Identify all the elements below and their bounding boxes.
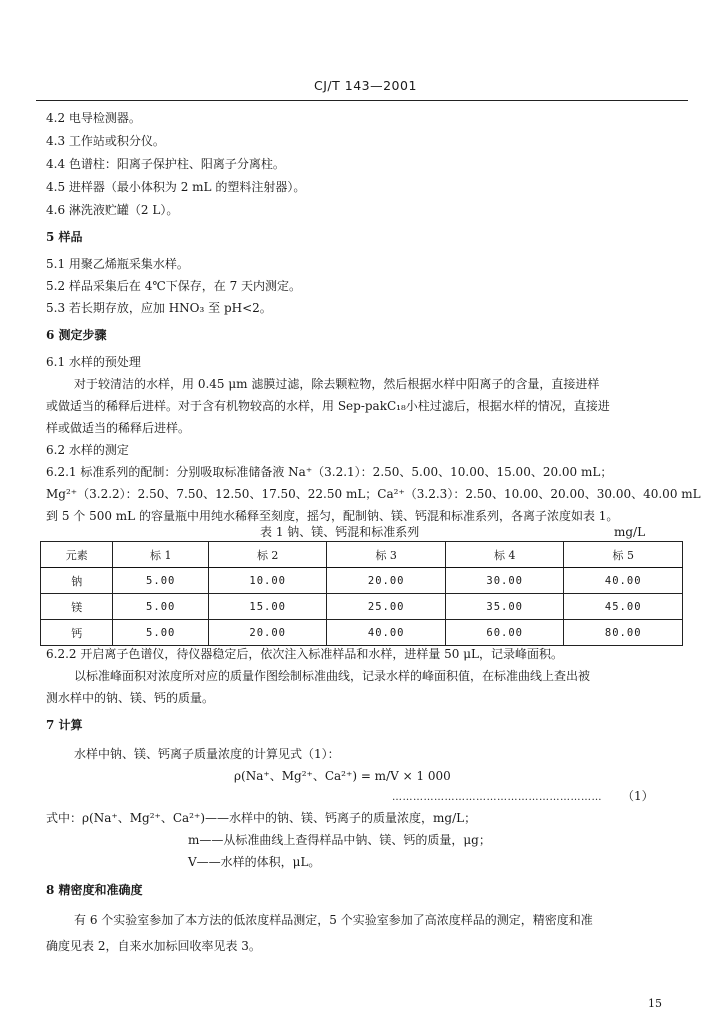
section-7-heading: 7 计算 — [46, 718, 83, 732]
formula: ρ(Na⁺、Mg²⁺、Ca²⁺) = m/V × 1 000 — [234, 769, 451, 783]
table-cell: 20.00 — [208, 620, 327, 646]
paragraph-6-1-line3: 样或做适当的稀释后进样。 — [46, 421, 191, 435]
table-cell: 10.00 — [208, 568, 327, 594]
paragraph-6-2-2-line1: 6.2.2 开启离子色谱仪，待仪器稳定后，依次注入标准样品和水样，进样量 50 μL，记录峰面积。 — [46, 647, 564, 661]
section-8-heading: 8 精密度和准确度 — [46, 883, 143, 897]
paragraph-8-line2: 确度见表 2，自来水加标回收率见表 3。 — [46, 939, 261, 953]
header-cell: 标 4 — [445, 542, 564, 568]
paragraph-6-2-1-line2: Mg²⁺（3.2.2）：2.50、7.50、12.50、17.50、22.50 mL；Ca²⁺（3.2.3）：2.50、10.00、20.00、30.00、40.00 mL — [46, 487, 701, 501]
section-6-2-title: 6.2 水样的测定 — [46, 443, 129, 457]
table-cell: 5.00 — [113, 594, 208, 620]
equation-leader-dots: …………………………………………………… — [392, 792, 602, 803]
table-cell: 25.00 — [327, 594, 446, 620]
table-1-unit: mg/L — [614, 525, 646, 539]
table-row — [41, 594, 683, 620]
table-cell: 镁 — [41, 594, 113, 620]
section-6-heading: 6 测定步骤 — [46, 328, 107, 342]
paragraph-8-line1: 有 6 个实验室参加了本方法的低浓度样品测定，5 个实验室参加了高浓度样品的测定，精密度和准 — [74, 913, 593, 927]
header-cell: 标 1 — [113, 542, 208, 568]
paragraph-6-2-2-line2: 以标准峰面积对浓度所对应的质量作图绘制标准曲线，记录水样的峰面积值，在标准曲线上查出被 — [74, 669, 591, 683]
header-rule — [36, 100, 688, 101]
where-line-m: m——从标准曲线上查得样品中钠、镁、钙的质量，μg； — [188, 833, 491, 847]
table-cell: 80.00 — [564, 620, 683, 646]
where-line-v: V——水样的体积，μL。 — [188, 855, 321, 869]
item-4-6: 4.6 淋洗液贮罐（2 L）。 — [46, 203, 179, 217]
table-cell: 35.00 — [445, 594, 564, 620]
item-4-5: 4.5 进样器（最小体积为 2 mL 的塑料注射器）。 — [46, 180, 306, 194]
table-1-caption: 表 1 钠、镁、钙混和标准系列 — [260, 525, 420, 539]
table-row — [41, 568, 683, 594]
paragraph-6-2-2-line3: 测水样中的钠、镁、钙的质量。 — [46, 691, 215, 705]
table-cell: 40.00 — [564, 568, 683, 594]
item-5-2: 5.2 样品采集后在 4℃下保存，在 7 天内测定。 — [46, 279, 302, 293]
table-cell: 40.00 — [327, 620, 446, 646]
paragraph-6-1-line1: 对于较清洁的水样，用 0.45 μm 滤膜过滤，除去颗粒物，然后根据水样中阳离子的含量，直接进样 — [74, 377, 600, 391]
item-4-3: 4.3 工作站或积分仪。 — [46, 134, 165, 148]
paragraph-6-2-1-line1: 6.2.1 标准系列的配制：分别吸取标准储备液 Na⁺（3.2.1）：2.50、5.00、10.00、15.00、20.00 mL； — [46, 465, 613, 479]
header-cell: 元素 — [41, 542, 113, 568]
paragraph-6-2-1-line3: 到 5 个 500 mL 的容量瓶中用纯水稀释至刻度，摇匀，配制钠、镁、钙混和标准系列，各离子浓度如表 1。 — [46, 509, 619, 523]
equation-number: （1） — [622, 789, 654, 803]
table-header-row — [41, 542, 683, 568]
table-cell: 5.00 — [113, 620, 208, 646]
table-cell: 5.00 — [113, 568, 208, 594]
calculation-intro: 水样中钠、镁、钙离子质量浓度的计算见式（1）： — [74, 747, 340, 761]
table-cell: 20.00 — [327, 568, 446, 594]
page-number: 15 — [648, 997, 662, 1010]
table-cell: 钠 — [41, 568, 113, 594]
header-cell: 标 5 — [564, 542, 683, 568]
item-5-3: 5.3 若长期存放，应加 HNO₃ 至 pH<2。 — [46, 301, 272, 315]
item-4-4: 4.4 色谱柱：阳离子保护柱、阳离子分离柱。 — [46, 157, 285, 171]
paragraph-6-1-line2: 或做适当的稀释后进样。对于含有机物较高的水样，用 Sep-pakC₁₈小柱过滤后，根据水样的情况，直接进 — [46, 399, 610, 413]
header-cell: 标 2 — [208, 542, 327, 568]
table-cell: 15.00 — [208, 594, 327, 620]
table-1 — [40, 541, 683, 646]
where-line-rho: 式中：ρ(Na⁺、Mg²⁺、Ca²⁺)——水样中的钠、镁、钙离子的质量浓度，mg/L； — [46, 811, 477, 825]
item-5-1: 5.1 用聚乙烯瓶采集水样。 — [46, 257, 189, 271]
header-cell: 标 3 — [327, 542, 446, 568]
section-6-1-title: 6.1 水样的预处理 — [46, 355, 141, 369]
document-header: CJ/T 143—2001 — [314, 78, 417, 93]
table-row — [41, 620, 683, 646]
table-cell: 30.00 — [445, 568, 564, 594]
table-cell: 钙 — [41, 620, 113, 646]
item-4-2: 4.2 电导检测器。 — [46, 111, 141, 125]
table-cell: 45.00 — [564, 594, 683, 620]
table-cell: 60.00 — [445, 620, 564, 646]
section-5-heading: 5 样品 — [46, 230, 83, 244]
